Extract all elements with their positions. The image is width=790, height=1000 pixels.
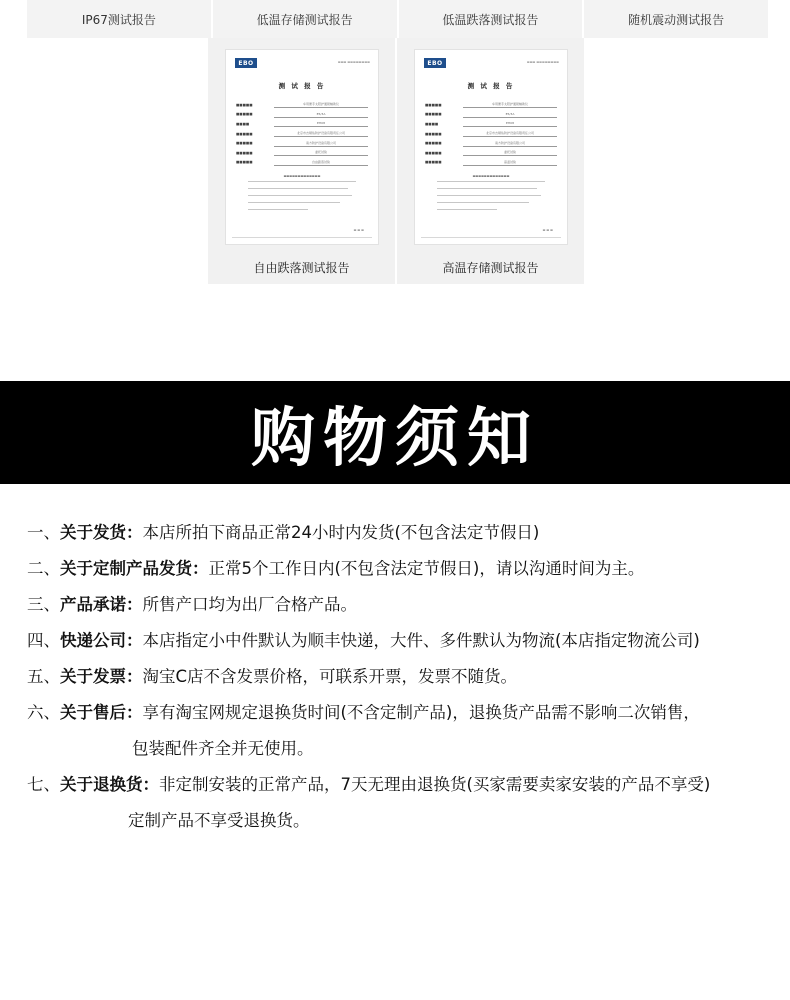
notice-text: 本店所拍下商品正常24小时内发货(不包含法定节假日): [142, 523, 540, 542]
document-field-value: 车用便手太阳护通锁辅助仪: [274, 101, 368, 108]
notice-number: 二、: [27, 559, 60, 578]
document-company-line: ▬▬▬▬▬▬▬▬▬▬▬▬▬: [283, 174, 321, 178]
notice-item: [27, 515, 782, 551]
report-caption: 高温存储测试报告: [442, 261, 539, 275]
document-field-value: EH08: [274, 120, 368, 127]
notice-text: 本店指定小中件默认为顺丰快递，大件、多件默认为物流(本店指定物流公司): [142, 631, 700, 650]
shopping-notice-list: [27, 515, 782, 839]
document-fields: ■■■■■ 车用便手太阳护通锁辅助仪 ■■■■■ E5/3A ■■■■ EH08 ■■■■■ 北京市吉顺佑防护设备有限责任公司 ■■■■■ 南方防护设备有限公司 ■■■■■ 委托试验 ■■■■■ 高温试验: [425, 100, 557, 167]
notice-label: 快递公司：: [60, 631, 143, 650]
notice-continuation: 包装配件齐全并无使用。: [132, 739, 314, 758]
notice-text: 淘宝C店不含发票价格，可联系开票，发票不随货。: [142, 667, 518, 686]
notice-item: [27, 767, 782, 803]
report-cards: [208, 38, 584, 284]
report-number-line: ▬▬▬ ▬▬▬▬▬▬▬▬: [337, 60, 370, 64]
notice-label: 关于发货：: [60, 523, 143, 542]
report-tabs-row: [27, 0, 768, 38]
notice-number: 一、: [27, 523, 60, 542]
notice-item: [27, 695, 782, 731]
shopping-notice-banner: [0, 381, 790, 484]
notice-number: 五、: [27, 667, 60, 686]
document-field-value: 北京市吉顺佑防护设备有限责任公司: [463, 130, 557, 137]
report-tab-low-temp-storage: 低温存储测试报告: [213, 0, 397, 38]
document-field-value: 南方防护设备有限公司: [463, 140, 557, 147]
notice-item: [27, 551, 782, 587]
notice-label: 关于定制产品发货：: [60, 559, 209, 578]
notice-text: 非定制安装的正常产品，7天无理由退换货(买家需要卖家安装的产品不享受): [159, 775, 711, 794]
document-field-value: E5/3A: [274, 111, 368, 118]
notice-text: 所售产口均为出厂合格产品。: [142, 595, 357, 614]
document-field-value: 北京市吉顺佑防护设备有限责任公司: [274, 130, 368, 137]
document-field-value: E5/3A: [463, 111, 557, 118]
report-document-image: [414, 49, 568, 245]
notice-continuation: 定制产品不享受退换货。: [128, 811, 310, 830]
notice-number: 四、: [27, 631, 60, 650]
document-title: 测 试 报 告: [467, 82, 515, 90]
document-field-value: EH08: [463, 120, 557, 127]
notice-item: [27, 623, 782, 659]
notice-text: 正常5个工作日内(不包含法定节假日)，请以沟通时间为主。: [208, 559, 645, 578]
report-document-image: [225, 49, 379, 245]
document-title: 测 试 报 告: [278, 82, 326, 90]
report-card-high-temp-storage: [397, 38, 584, 284]
report-number-line: ▬▬▬ ▬▬▬▬▬▬▬▬: [526, 60, 559, 64]
notice-text: 享有淘宝网规定退换货时间(不含定制产品)，退换货产品需不影响二次销售，: [142, 703, 700, 722]
document-field-value: 自由跌落试验: [274, 159, 368, 166]
document-page-number: ▬ ▬ ▬: [542, 228, 553, 232]
ebo-logo: EBO: [235, 58, 257, 68]
notice-label: 关于退换货：: [60, 775, 159, 794]
notice-label: 关于售后：: [60, 703, 143, 722]
document-field-value: 南方防护设备有限公司: [274, 140, 368, 147]
document-company-line: ▬▬▬▬▬▬▬▬▬▬▬▬▬: [472, 174, 510, 178]
report-card-free-drop: [208, 38, 395, 284]
report-tab-ip67: IP67测试报告: [27, 0, 211, 38]
banner-title: 购物须知: [251, 401, 539, 476]
document-field-value: 车用便手太阳护通锁辅助仪: [463, 101, 557, 108]
document-field-value: 委托试验: [463, 149, 557, 156]
document-field-value: 委托试验: [274, 149, 368, 156]
notice-number: 七、: [27, 775, 60, 794]
notice-number: 六、: [27, 703, 60, 722]
notice-item: [27, 659, 782, 695]
notice-label: 产品承诺：: [60, 595, 143, 614]
notice-label: 关于发票：: [60, 667, 143, 686]
document-fields: ■■■■■ 车用便手太阳护通锁辅助仪 ■■■■■ E5/3A ■■■■ EH08 ■■■■■ 北京市吉顺佑防护设备有限责任公司 ■■■■■ 南方防护设备有限公司 ■■■■■ 委托试验 ■■■■■ 自由跌落试验: [236, 100, 368, 167]
document-page-number: ▬ ▬ ▬: [353, 228, 364, 232]
report-caption: 自由跌落测试报告: [253, 261, 350, 275]
notice-number: 三、: [27, 595, 60, 614]
ebo-logo: EBO: [424, 58, 446, 68]
notice-item: [27, 587, 782, 623]
document-field-value: 高温试验: [463, 159, 557, 166]
report-tab-low-temp-drop: 低温跌落测试报告: [399, 0, 583, 38]
report-tab-random-vibration: 随机震动测试报告: [584, 0, 768, 38]
